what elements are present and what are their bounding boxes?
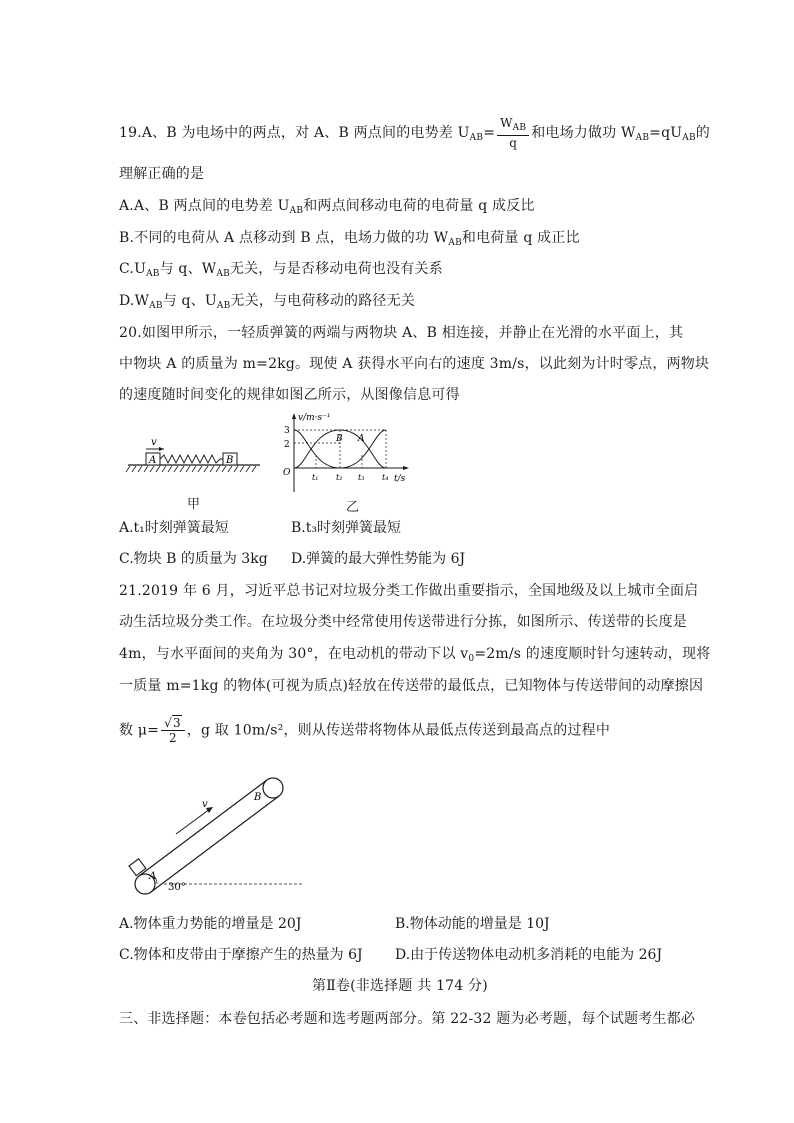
q20-option-d: D.弹簧的最大弹性势能为 6J bbox=[291, 551, 466, 567]
q20-figure-jia bbox=[124, 432, 264, 482]
block-a-label: A bbox=[149, 455, 157, 466]
q21-stem-line4: 一质量 m=1kg 的物体(可视为质点)轻放在传送带的最低点，已知物体与传送带间的动摩擦因 bbox=[119, 678, 704, 694]
q19-stem-line1: 19.A、B 为电场中的两点，对 A、B 两点间的电势差 $U_{AB}=$ $\frac{W_{AB}}{q}$ 和电场力做功 $W_{AB}=qU_{AB}$的 bbox=[119, 116, 710, 150]
q20-caption-jia: 甲 bbox=[187, 497, 201, 512]
origin-label: O bbox=[283, 468, 291, 478]
q21-option-d: D.由于传送物体电动机多消耗的电能为 26J bbox=[395, 947, 663, 963]
section3-heading: 三、非选择题：本卷包括必考题和选考题两部分。第 22-32 题为必考题，每个试题考生都必 bbox=[119, 1011, 696, 1027]
q19-option-c: $C.U_{AB}$与 q、$W_{AB}$无关，与是否移动电荷也没有关系 bbox=[119, 261, 443, 279]
x-tick-t3: t₃ bbox=[358, 473, 365, 482]
q21-stem-line2: 动生活垃圾分类工作。在垃圾分类中经常使用传送带进行分拣，如图所示、传送带的长度是 bbox=[119, 614, 687, 630]
mu-fraction: $\frac{√3}{2}$ bbox=[161, 716, 185, 745]
q19-option-d: $D.W_{AB}$与 q、$U_{AB}$无关，与电荷移动的路径无关 bbox=[119, 293, 416, 311]
point-b-label: B bbox=[254, 792, 262, 803]
q21-option-a: A.物体重力势能的增量是 20J bbox=[119, 916, 302, 932]
q21-conveyor-figure bbox=[124, 772, 304, 896]
q19-fraction: $\frac{W_{AB}}{q}$ bbox=[497, 116, 529, 150]
x-axis-label: t/s bbox=[394, 474, 406, 484]
q20-stem-line2: 中物块 A 的质量为 m=2kg。现使 A 获得水平向右的速度 3m/s，以此刻为计时零点，两物块 bbox=[119, 356, 710, 372]
curve-b-label: B bbox=[336, 434, 343, 444]
velocity-label: v bbox=[151, 437, 157, 448]
y-axis-label: v/m·s⁻¹ bbox=[298, 413, 331, 423]
spring bbox=[160, 455, 223, 463]
belt-bottom bbox=[151, 796, 279, 892]
q19-option-a: A.A、B 两点间的电势差 $U_{AB}$和两点间移动电荷的电荷量 q 成反比 bbox=[119, 198, 535, 216]
q21-option-b: B.物体动能的增量是 10J bbox=[395, 916, 550, 932]
q21-stem-line1: 21.2019 年 6 月，习近平总书记对垃圾分类工作做出重要指示，全国地级及以上城市全面启 bbox=[119, 583, 699, 599]
q20-caption-yi: 乙 bbox=[346, 500, 360, 515]
belt-velocity-label: v bbox=[202, 799, 208, 810]
q21-stem-line5: 数 μ= $\frac{√3}{2}$ ，g 取 10m/s²，则从传送带将物体从最低点传送到最高点的过程中 bbox=[119, 716, 611, 745]
curve-a-label: A bbox=[358, 434, 365, 444]
q20-stem-line3: 的速度随时间变化的规律如图乙所示，从图像信息可得 bbox=[119, 387, 460, 403]
q21-option-c: C.物体和皮带由于摩擦产生的热量为 6J bbox=[119, 947, 363, 963]
q20-figure-yi bbox=[278, 410, 418, 496]
block-b-label: B bbox=[226, 455, 234, 466]
q20-option-b: B.t₃时刻弹簧最短 bbox=[291, 520, 401, 536]
x-tick-t1: t₁ bbox=[312, 473, 319, 482]
x-tick-t2: t₂ bbox=[336, 473, 343, 482]
q19-option-b: B.不同的电荷从 A 点移动到 B 点，电场力做的功 $W_{AB}$和电荷量 q 成正比 bbox=[119, 230, 580, 248]
belt-top bbox=[139, 780, 267, 876]
q20-stem-line1: 20.如图甲所示，一轻质弹簧的两端与两物块 A、B 相连接，并静止在光滑的水平面上，其 bbox=[119, 325, 684, 341]
y-tick-2: 2 bbox=[284, 440, 290, 450]
angle-label: 30° bbox=[168, 882, 186, 893]
q20-option-a: A.t₁时刻弹簧最短 bbox=[119, 520, 229, 536]
part2-title: 第Ⅱ卷(非选择题 共 174 分) bbox=[312, 978, 488, 994]
x-tick-t4: t₄ bbox=[382, 473, 389, 482]
q19-stem-line2: 理解正确的是 bbox=[119, 166, 205, 182]
point-a-label: A bbox=[149, 871, 157, 882]
y-tick-3: 3 bbox=[284, 426, 290, 436]
q20-option-c: C.物块 B 的质量为 3kg bbox=[119, 551, 268, 567]
q21-stem-line3: 4m，与水平面间的夹角为 30°，在电动机的带动下以 $v_0=2m/s$ 的速度顺时针匀速转动，现将 bbox=[119, 646, 711, 664]
